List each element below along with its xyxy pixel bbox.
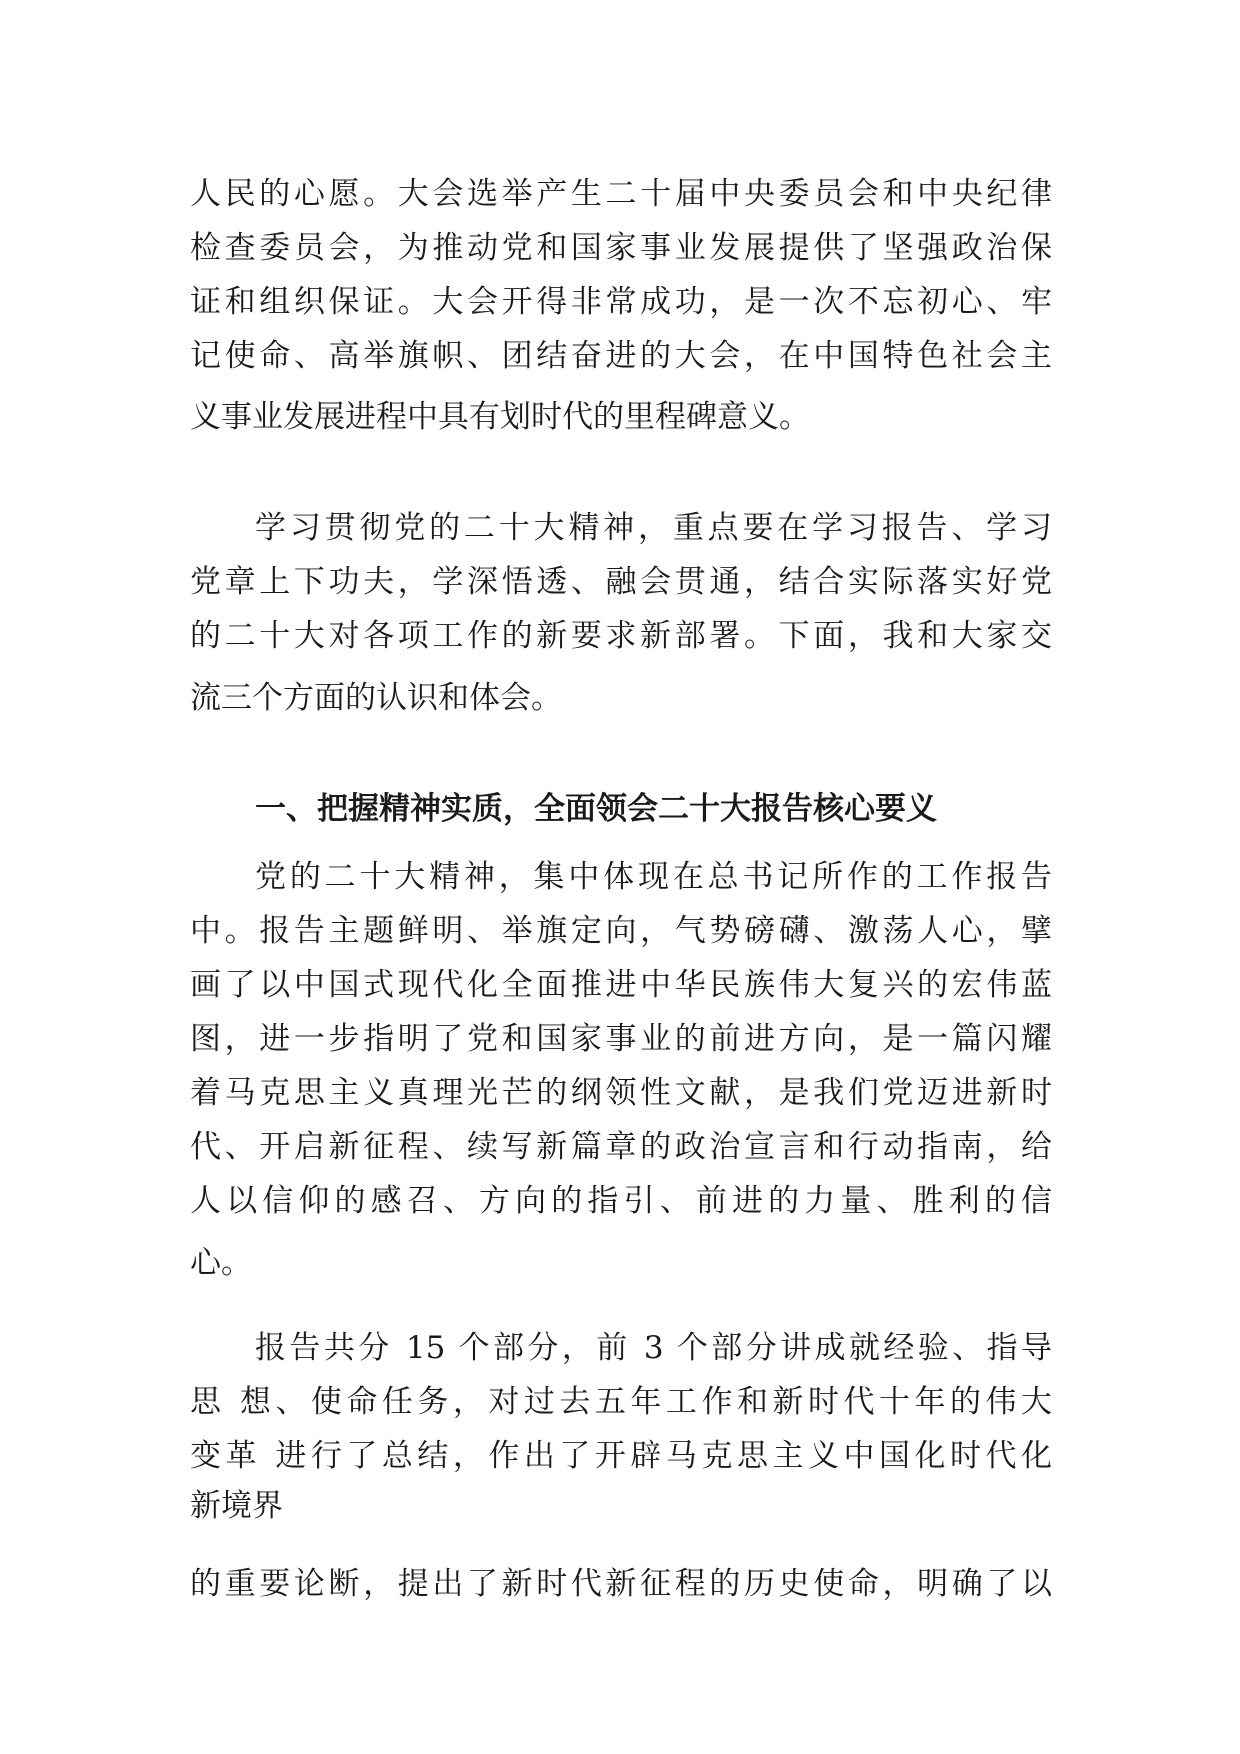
text-line: 的重要论断，提出了新时代新征程的历史使命，明确了以	[190, 1566, 1052, 1602]
text-line: 流三个方面的认识和体会。	[190, 680, 562, 716]
text-line: 报告共分 15 个部分，前 3 个部分讲成就经验、指导	[255, 1330, 1052, 1366]
text-line: 人以信仰的感召、方向的指引、前进的力量、胜利的信	[190, 1183, 1052, 1219]
text-line: 思 想、使命任务，对过去五年工作和新时代十年的伟大	[190, 1384, 1052, 1420]
text-line: 变革 进行了总结，作出了开辟马克思主义中国化时代化	[190, 1438, 1052, 1474]
text-line: 新境界	[190, 1488, 283, 1524]
text-line: 画了以中国式现代化全面推进中华民族伟大复兴的宏伟蓝	[190, 967, 1052, 1003]
text-line: 记使命、高举旗帜、团结奋进的大会，在中国特色社会主	[190, 338, 1052, 374]
text-line: 证和组织保证。大会开得非常成功，是一次不忘初心、牢	[190, 284, 1052, 320]
text-line: 中。报告主题鲜明、举旗定向，气势磅礴、激荡人心，擘	[190, 913, 1052, 949]
text-line: 代、开启新征程、续写新篇章的政治宣言和行动指南，给	[190, 1129, 1052, 1165]
text-line: 学习贯彻党的二十大精神，重点要在学习报告、学习	[255, 510, 1052, 546]
text-line: 心。	[190, 1245, 252, 1281]
text-line: 检查委员会，为推动党和国家事业发展提供了坚强政治保	[190, 230, 1052, 266]
text-line: 党章上下功夫，学深悟透、融会贯通，结合实际落实好党	[190, 564, 1052, 600]
text-line: 着马克思主义真理光芒的纲领性文献，是我们党迈进新时	[190, 1075, 1052, 1111]
text-line: 义事业发展进程中具有划时代的里程碑意义。	[190, 399, 810, 435]
text-line: 的二十大对各项工作的新要求新部署。下面，我和大家交	[190, 618, 1052, 654]
text-line: 人民的心愿。大会选举产生二十届中央委员会和中央纪律	[190, 176, 1052, 212]
text-line: 图，进一步指明了党和国家事业的前进方向，是一篇闪耀	[190, 1021, 1052, 1057]
section-heading: 一、把握精神实质，全面领会二十大报告核心要义	[255, 791, 937, 827]
text-line: 党的二十大精神，集中体现在总书记所作的工作报告	[255, 859, 1052, 895]
